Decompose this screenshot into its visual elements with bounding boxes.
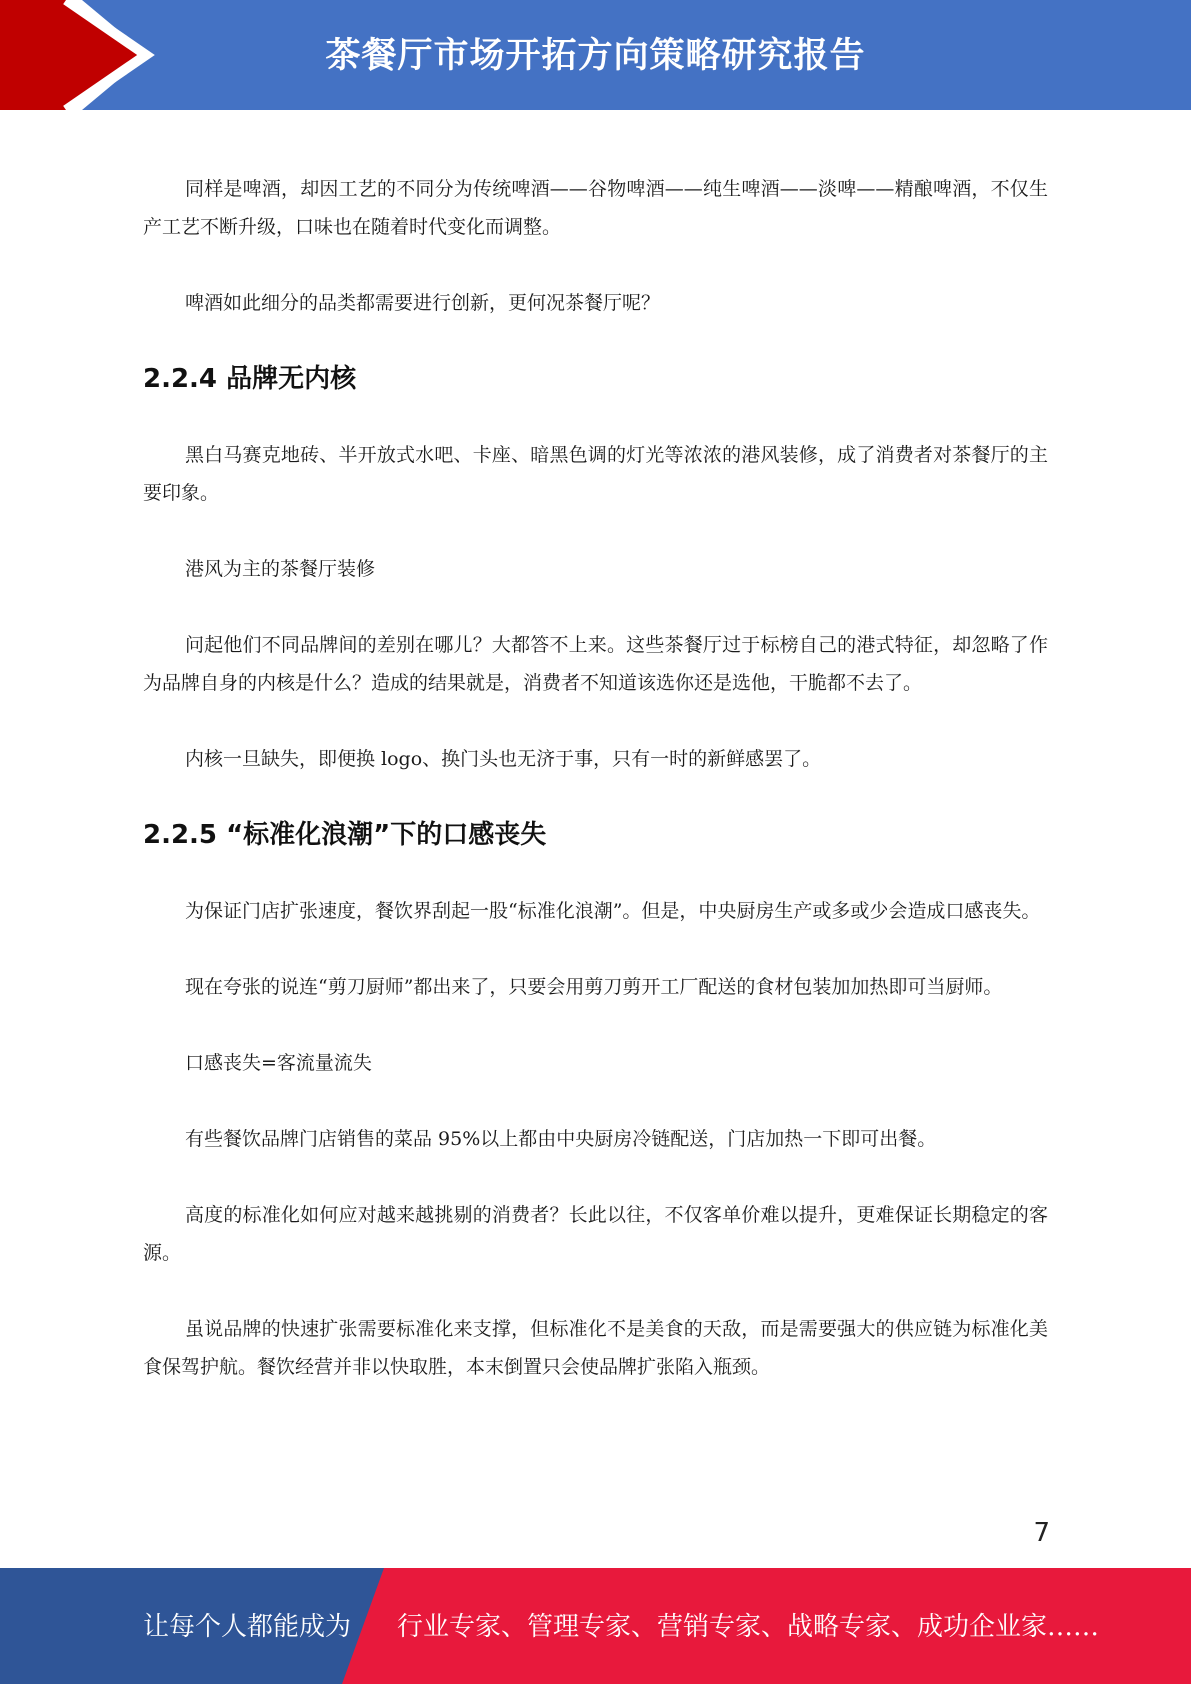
section-heading-2-2-5: 2.2.5 “标准化浪潮”下的口感丧失 [143, 820, 547, 850]
paragraph-beer-innovation: 啤酒如此细分的品类都需要进行创新，更何况茶餐厅呢？ [185, 292, 661, 314]
page-footer [0, 1568, 1191, 1684]
paragraph-standardization-wave: 为保证门店扩张速度，餐饮界刮起一股“标准化浪潮”。但是，中央厨房生产或多或少会造成口感丧失。 [185, 900, 1041, 922]
paragraph-brand-difference: 问起他们不同品牌间的差别在哪儿？大都答不上来。这些茶餐厅过于标榜自己的港式特征，却忽略了作为品牌自身的内核是什么？造成的结果就是，消费者不知道该选你还是选他，干脆都不去了。 [143, 634, 1048, 694]
page-number: 7 [1033, 1518, 1050, 1548]
footer-slogan-right: 行业专家、管理专家、营销专家、战略专家、成功企业家…… [397, 1612, 1100, 1642]
paragraph-scissor-chef: 现在夸张的说连“剪刀厨师”都出来了，只要会用剪刀剪开工厂配送的食材包装加加热即可当厨师。 [185, 976, 1003, 998]
paragraph-decor-caption: 港风为主的茶餐厅装修 [185, 558, 376, 580]
document-body [143, 170, 1048, 1424]
footer-slogan-left: 让每个人都能成为 [143, 1612, 352, 1642]
page-header [0, 0, 1191, 110]
paragraph-central-kitchen: 有些餐饮品牌门店销售的菜品 95%以上都由中央厨房冷链配送，门店加热一下即可出餐。 [185, 1128, 937, 1150]
paragraph-beer-types: 同样是啤酒，却因工艺的不同分为传统啤酒——谷物啤酒——纯生啤酒——淡啤——精酿啤酒，不仅生产工艺不断升级，口味也在随着时代变化而调整。 [143, 178, 1048, 238]
paragraph-core-missing: 内核一旦缺失，即便换 logo、换门头也无济于事，只有一时的新鲜感罢了。 [185, 748, 822, 770]
paragraph-supply-chain: 虽说品牌的快速扩张需要标准化来支撑，但标准化不是美食的天敌，而是需要强大的供应链为标准化美食保驾护航。餐饮经营并非以快取胜，本末倒置只会使品牌扩张陷入瓶颈。 [143, 1318, 1048, 1378]
paragraph-taste-loss-caption: 口感丧失=客流量流失 [185, 1052, 372, 1074]
paragraph-hk-decor: 黑白马赛克地砖、半开放式水吧、卡座、暗黑色调的灯光等浓浓的港风装修，成了消费者对茶餐厅的主要印象。 [143, 444, 1048, 504]
paragraph-picky-consumers: 高度的标准化如何应对越来越挑剔的消费者？长此以往，不仅客单价难以提升，更难保证长期稳定的客源。 [143, 1204, 1048, 1264]
section-heading-2-2-4: 2.2.4 品牌无内核 [143, 364, 357, 394]
document-title: 茶餐厅市场开拓方向策略研究报告 [325, 36, 866, 76]
